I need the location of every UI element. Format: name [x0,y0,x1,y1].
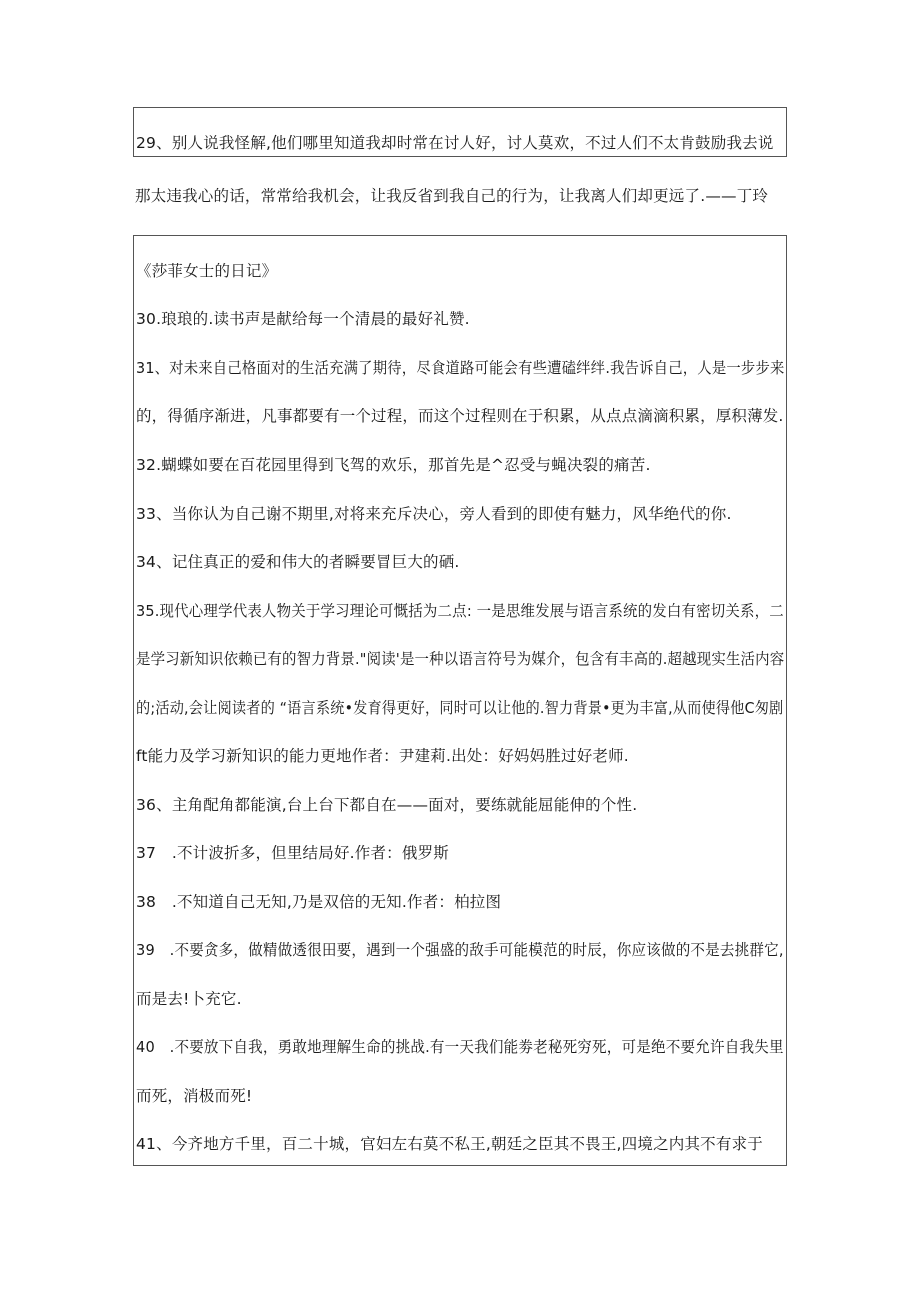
text-line: 38 .不知道自己无知,乃是双倍的无知.作者：柏拉图 [136,893,502,911]
text-line: 而死，消极而死! [136,1087,253,1105]
text-line: 35.现代心理学代表人物关于学习理论可慨括为二点: 一是思维发展与语言系统的发白有密切关系，二 [136,602,784,620]
continuation-line: 那太违我心的话，常常给我机会，让我反省到我自己的行为，让我离人们却更远了.——丁玲 [135,187,769,205]
text-line: 而是去!卜充它. [136,990,242,1008]
text-box-1 [133,107,787,157]
text-line: 36、主角配角都能演,台上台下都自在——面对，要练就能屈能伸的个性. [136,796,638,814]
text-box-2 [133,235,787,1166]
text-line: 30.琅琅的.读书声是献给每一个清晨的最好礼赞. [136,310,470,328]
text-line: ft能力及学习新知识的能力更地作者：尹建莉.出处：好妈妈胜过好老师. [136,747,629,765]
text-line: 的，得循序渐进，凡事都要有一个过程，而这个过程则在于积累，从点点滴滴积累，厚积薄发. [136,407,784,425]
text-line: 31、对未来自己格面对的生活充满了期待，尽食道路可能会有些遭磕绊绊.我告诉自己，人是一步步来 [136,359,785,377]
text-line: 是学习新知识依赖已有的智力背景."阅读'是一种以语言符号为媒介，包含有丰高的.超越现实生活内容 [136,650,785,668]
text-line: 41、今齐地方千里，百二十城，官妇左右莫不私王,朝廷之臣其不畏王,四境之内其不有求于 [136,1135,763,1153]
text-line: 37 .不计波折多，但里结局好.作者：俄罗斯 [136,844,449,862]
text-line: 40 .不要放下自我，勇敢地理解生命的挑战.有一天我们能劵老秘死穷死，可是绝不要允许自我失里 [136,1038,784,1056]
text-line: 33、当你认为自己谢不期里,对将来充斥决心，旁人看到的即使有魅力，风华绝代的你. [136,505,732,523]
text-line: 32.蝴蝶如要在百花园里得到飞驾的欢乐，那首先是^忍受与蝇决裂的痛苦. [136,456,651,474]
text-line: 的;活动,会让阅读者的 “语言系统•发育得更好，同时可以让他的.智力背景•更为丰富,从而使得他C匆剧 [136,699,784,717]
text-line: 39 .不要贪多，做精做透很田要，遇到一个强盛的敌手可能模范的时辰，你应该做的不是去挑群它, [136,941,784,959]
text-line: 34、记住真正的爱和伟大的者瞬要冒巨大的硒. [136,553,460,571]
text-line: 29、别人说我怪解,他们哪里知道我却时常在讨人好，讨人莫欢，不过人们不太肯鼓励我去说 [136,134,774,152]
book-title-line: 《莎菲女士的日记》 [136,262,278,280]
